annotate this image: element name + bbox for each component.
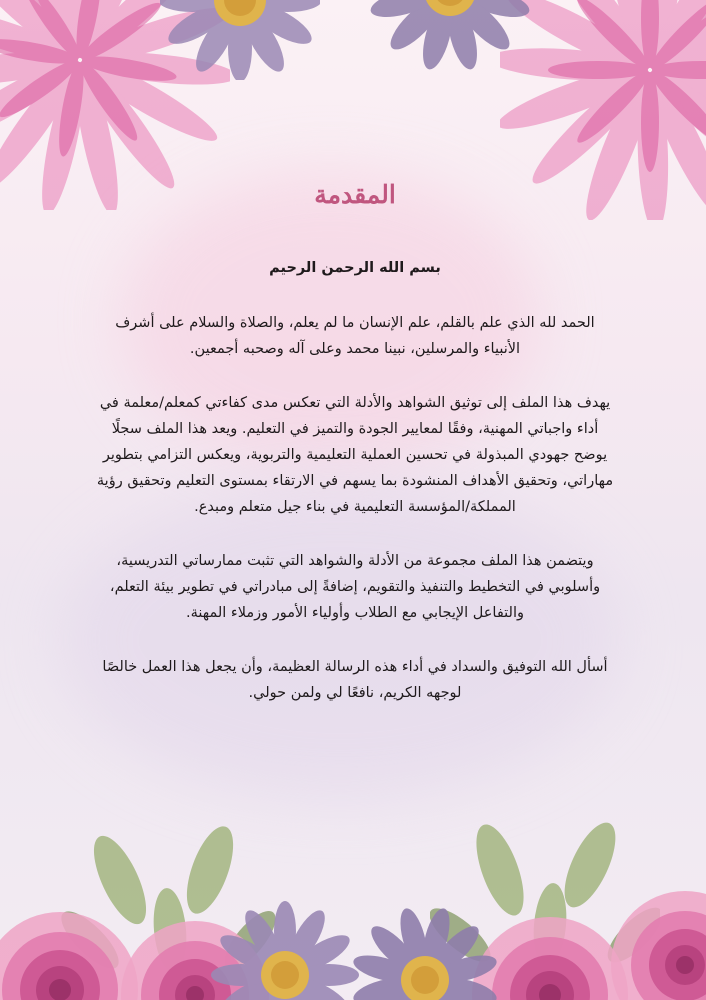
paragraph-purpose: يهدف هذا الملف إلى توثيق الشواهد والأدلة التي تعكس مدى كفاءتي كمعلم/معلمة في أداء واجباتي المهنية، وفقًا لمعايير الجودة والتميز في التعليم. ويعد هذا الملف سجلًا يوضح جهودي المبذولة في تحسين العملية التعليمية والتربوية، ويعكس التزامي بتطوير مهاراتي، وتحقيق الأهداف المنشودة بما يسهم في الارتقاء بمستوى التعليم وتحقيق رؤية المملكة/المؤسسة التعليمية في بناء جيل متعلم ومبدع. (96, 395, 614, 515)
purple-daisy-bottom-left (210, 900, 360, 1000)
purple-daisy-top-left (160, 0, 320, 80)
introduction-content (95, 165, 615, 734)
purple-daisy-top-right (370, 0, 530, 70)
pink-rose-bottom-right (600, 880, 706, 1000)
page-title: المقدمة (314, 180, 396, 209)
paragraph-contents: ويتضمن هذا الملف مجموعة من الأدلة والشواهد التي تثبت ممارساتي التدريسية، وأسلوبي في التخطيط والتنفيذ والتقويم، إضافةً إلى مبادراتي في تطوير بيئة التعلم، والتفاعل الإيجابي مع الطلاب وأولياء الأمور وزملاء المهنة. (109, 553, 601, 621)
paragraph-praise: الحمد لله الذي علم بالقلم، علم الإنسان ما لم يعلم، والصلاة والسلام على أشرف الأنبياء والمرسلين، نبينا محمد وعلى آله وصحبه أجمعين. (115, 315, 595, 357)
basmala: بسم الله الرحمن الرحيم (269, 260, 441, 276)
purple-daisy-bottom-right (350, 905, 500, 1000)
paragraph-prayer: أسأل الله التوفيق والسداد في أداء هذه الرسالة العظيمة، وأن يجعل هذا العمل خالصًا لوجهه الكريم، نافعًا لي ولمن حولي. (102, 659, 608, 701)
